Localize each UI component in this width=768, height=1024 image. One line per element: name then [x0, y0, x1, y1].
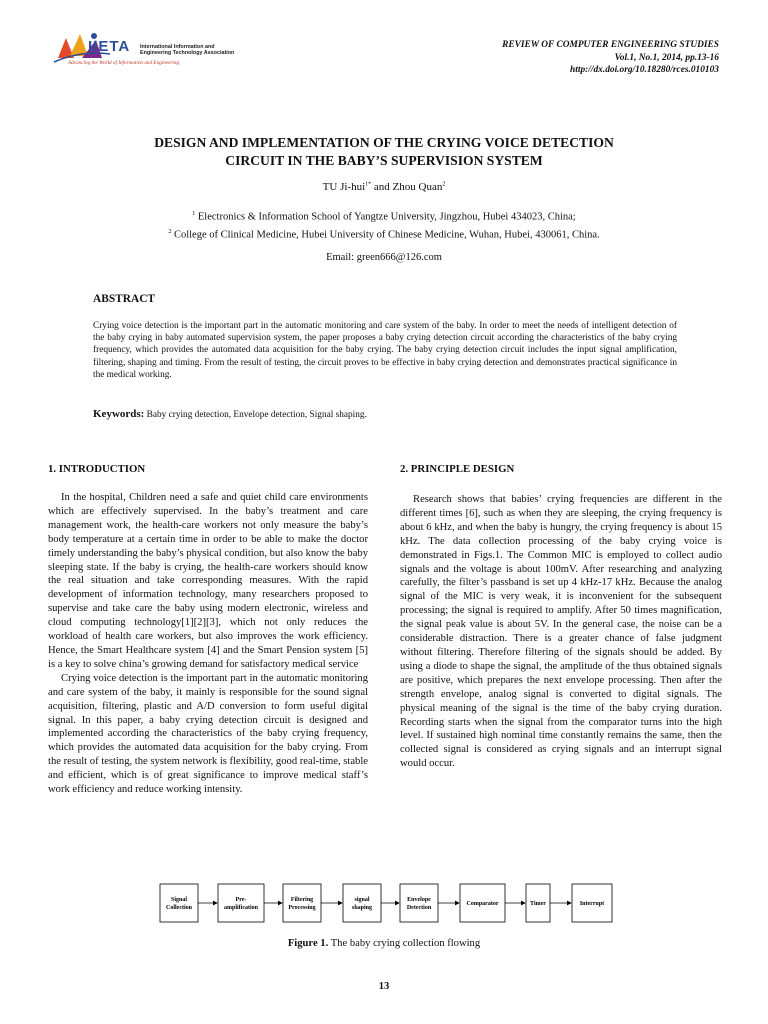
title-line2: CIRCUIT IN THE BABY’S SUPERVISION SYSTEM [225, 153, 543, 168]
author-1: TU Ji-hui [322, 181, 366, 193]
section-1-body [48, 491, 368, 797]
title-line1: DESIGN AND IMPLEMENTATION OF THE CRYING VOICE DETECTION [154, 135, 614, 150]
affiliation-1-text: Electronics & Information School of Yangtze University, Jingzhou, Hubei 434023, China; [195, 211, 576, 223]
flow-box-label: Processing [288, 905, 316, 911]
abstract-body: Crying voice detection is the important part in the automatic monitoring and care system of the baby. In order to meet the needs of intelligent detection of the baby crying in baby automated supervision system, the paper proposes a baby crying detection circuit according the characteristics of the baby crying frequency, which provides the automated data acquisition for the baby crying. The baby crying detection circuit includes the input signal amplification, filtering, shaping and timing. From the result of testing, the circuit proves to be effective in baby crying detection and demonstrates practical significance in the medical working. [93, 321, 677, 380]
logo-wordmark: IIETA [88, 38, 131, 55]
figure-caption-text: The baby crying collection flowing [328, 938, 481, 949]
section-2-body [400, 493, 722, 771]
flow-box-label: signal [354, 897, 370, 903]
journal-info [502, 39, 719, 77]
keywords [93, 408, 677, 420]
flow-box-label: Comparator [466, 901, 499, 907]
keywords-text: Baby crying detection, Envelope detection, Signal shaping. [144, 410, 367, 420]
page-number: 13 [378, 981, 390, 992]
figure-1-flow-diagram [155, 880, 615, 930]
abstract-heading: ABSTRACT [93, 293, 156, 305]
section-2-heading: 2. PRINCIPLE DESIGN [400, 463, 515, 475]
flow-box-label: Timer [530, 901, 546, 907]
flow-box-label: shaping [351, 905, 373, 911]
logo-motto: Advancing the World of Information and Engineering [68, 60, 180, 66]
flow-box-label: Envelope [407, 897, 431, 903]
publisher-logo [52, 24, 292, 72]
figure-caption-label: Figure 1. [287, 938, 329, 949]
figure-1-caption [0, 938, 768, 949]
author-1-affil: 1* [365, 181, 372, 188]
affiliation-2-text: College of Clinical Medicine, Hubei University of Chinese Medicine, Wuhan, Hubei, 430061, China. [171, 229, 600, 240]
contact-email[interactable]: Email: green666@126.com [326, 252, 442, 263]
flow-box-label: Interrupt [579, 901, 605, 907]
paper-title [0, 134, 768, 170]
flow-box-filtering [283, 884, 321, 922]
flow-box-label: Filtering [290, 897, 314, 903]
affiliations [0, 207, 768, 242]
section-1-paragraph-1: In the hospital, Children need a safe and quiet child care environments which are effectively supervised. In the baby’s treatment and care management work, the health-care workers not only measure the baby’s body temperature at a certain time in order to be able to make the doctor timely understanding the baby’s physical condition, but also know the baby sleeping state. If the baby is crying, the health-care workers should know the real situation and take corresponding measures. With the rapid development of information technology, many researchers proposed to supervise and take care the baby using modern electronic, wireless and cloud computing technology[1][2][3], which not only reduces the workload of health care workers, but also improves the work efficiency. Hence, the Smart Healthcare system [4] and the Smart Pension system [5] is a key to solve china’s growing demand for satisfactory medical service [48, 492, 368, 670]
flow-box-label: Pre- [235, 897, 247, 903]
affiliation-2 [0, 225, 768, 243]
journal-name: REVIEW OF COMPUTER ENGINEERING STUDIES [502, 40, 719, 50]
logo-org-line2: Engineering Technology Association [140, 50, 235, 56]
flow-box-pre [218, 884, 264, 922]
author-2-affil: 2 [442, 181, 446, 188]
flow-box-label: Collection [166, 905, 192, 911]
flow-box-label: amplification [224, 905, 258, 911]
logo-organization [140, 44, 300, 56]
affiliation-2-number: 2 [168, 228, 172, 235]
flow-box-label: Signal [170, 897, 188, 903]
flow-box-timer [526, 884, 550, 922]
flow-box-signal [343, 884, 381, 922]
section-1-heading: 1. INTRODUCTION [48, 463, 146, 475]
journal-volume: Vol.1, No.1, 2014, pp.13-16 [614, 52, 719, 63]
author-list [0, 181, 768, 193]
flow-box-comparator [460, 884, 505, 922]
keywords-label: Keywords: [93, 408, 145, 420]
logo-org-line1: International Information and [140, 44, 215, 50]
author-2: Zhou Quan [392, 181, 443, 193]
flow-box-label: Detection [406, 905, 432, 911]
section-1-paragraph-2: Crying voice detection is the important part in the automatic monitoring and care system of the baby, it mainly is responsible for the sound signal acquisition, filtering, plastic and A/D conversion to form useful digital signal. In this paper, a baby crying detection circuit is designed and implemented according the characteristics of the baby crying frequency, which provides the automated data acquisition for the baby crying. From the result of testing, the system network is flexibility, good real-time, stable and efficient, which is of great significance to improve medical staff’s work efficiency and reduce working intensity. [48, 672, 369, 796]
journal-doi[interactable]: http://dx.doi.org/10.18280/rces.010103 [570, 65, 719, 75]
flow-box-envelope [400, 884, 438, 922]
author-separator: and [371, 181, 393, 193]
flow-box-interrupt [572, 884, 612, 922]
flow-box-signal [160, 884, 198, 922]
section-2-paragraph-1: Research shows that babies’ crying frequencies are different in the different times [6], such as when they are sleeping, the crying frequency is about 6 kHz, and when the baby is hungry, the crying frequency is about 15 kHz. The data collection processing of the baby crying voice is demonstrated in Figs.1. The Common MIC is employed to collect audio signals and the voltage is about 100mV. After researching and analyzing carefully, the filter’s passband is set up 4 kHz-17 kHz. Because the analog signal of the MIC is very weak, it is inconvenient for the subsequent processing; the signal is required to amplify. After 50 times magnification, the signal peak value is about 5V. In the general case, the noise can be a considerable distraction. There is a greater chance of false judgment without filtering. Therefore filtering of the signals should be added. By using a diode to shape the signal, the amplitude of the thus obtained signals are positive, which prepares the next envelope processing. Then after the strength envelope, analog signal is converted to digital signals. The physical meaning of the signal is the time of the baby crying duration. Recording starts when the signal from the comparator turns into the high level. If sustained high nominal time constantly remains the same, then the collected signal is considered as crying signals and an interrupt signal would occur. [400, 494, 722, 770]
affiliation-1 [0, 207, 768, 225]
affiliation-1-number: 1 [192, 211, 196, 217]
